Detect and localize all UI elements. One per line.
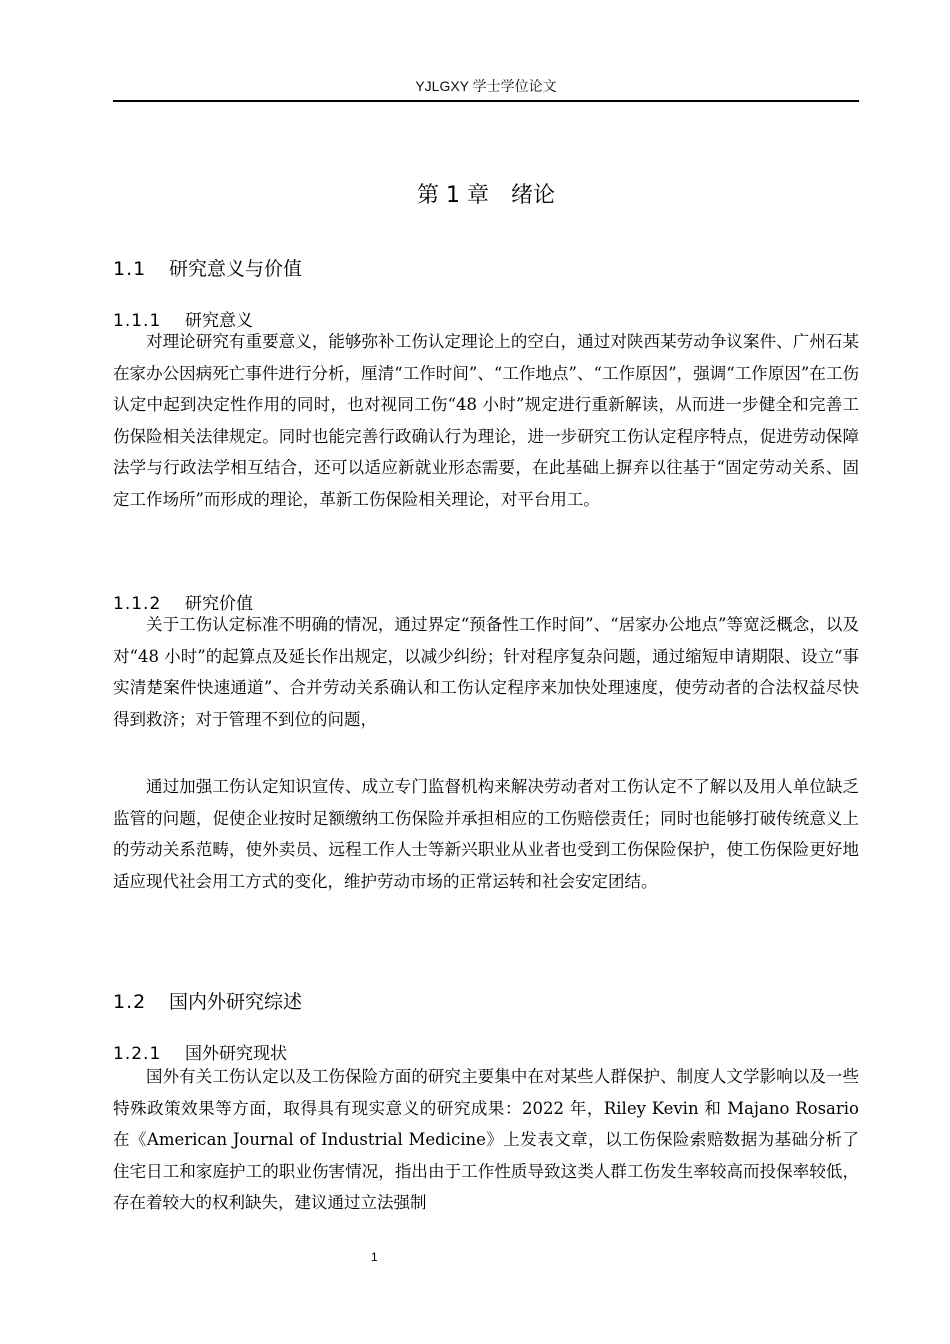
page-number: 1 <box>371 1250 378 1264</box>
paragraph-research-value-2: 通过加强工伤认定知识宣传、成立专门监督机构来解决劳动者对工伤认定不了解以及用人单位缺乏监管的问题，促使企业按时足额缴纳工伤保险并承担相应的工伤赔偿责任；同时也能够打破传统意义上的劳动关系范畴，使外卖员、远程工作人士等新兴职业从业者也受到工伤保险保护，使工伤保险更好地适应现代社会用工方式的变化，维护劳动市场的正常运转和社会安定团结。 <box>113 777 859 891</box>
subsection-title: 研究意义 <box>185 311 253 331</box>
paragraph-research-value-1: 关于工伤认定标准不明确的情况，通过界定“预备性工作时间”、“居家办公地点”等宽泛概念，以及对“48 小时”的起算点及延长作出规定，以减少纠纷；针对程序复杂问题，通过缩短申请期限、设立“事实清楚案件快速通道”、合并劳动关系确认和工伤认定程序来加快处理速度，使劳动者的合法权益尽快得到救济；对于管理不到位的问题， <box>113 615 859 729</box>
section-heading-1-2 <box>113 987 302 1014</box>
header-rule <box>113 100 859 102</box>
section-number: 1.1 <box>113 258 147 280</box>
subsection-number: 1.1.2 <box>113 594 162 614</box>
chapter-title: 第 1 章 绪论 <box>417 183 555 208</box>
paragraph-research-significance: 对理论研究有重要意义，能够弥补工伤认定理论上的空白，通过对陕西某劳动争议案件、广州石某在家办公因病死亡事件进行分析，厘清“工作时间”、“工作地点”、“工作原因”，强调“工作原因”在工伤认定中起到决定性作用的同时，也对视同工伤“48 小时”规定进行重新解读，从而进一步健全和完善工伤保险相关法律规定。同时也能完善行政确认行为理论，进一步研究工伤认定程序特点，促进劳动保障法学与行政法学相互结合，还可以适应新就业形态需要，在此基础上摒弃以往基于“固定劳动关系、固定工作场所”而形成的理论，革新工伤保险相关理论，对平台用工。 <box>113 332 859 509</box>
section-title: 国内外研究综述 <box>169 991 303 1013</box>
page-header: YJLGXY 学士学位论文 <box>415 78 557 94</box>
section-heading-1-1 <box>113 254 302 281</box>
section-number: 1.2 <box>113 991 147 1013</box>
subsection-number: 1.2.1 <box>113 1044 162 1064</box>
paragraph-foreign-research: 国外有关工伤认定以及工伤保险方面的研究主要集中在对某些人群保护、制度人文学影响以及一些特殊政策效果等方面，取得具有现实意义的研究成果：2022 年，Riley Kevin 和 Majano Rosario 在《American Journal of Industrial Medicine》上发表文章，以工伤保险索赔数据为基础分析了住宅日工和家庭护工的职业伤害情况，指出由于工作性质导致这类人群工伤发生率较高而投保率较低，存在着较大的权利缺失，建议通过立法强制 <box>113 1067 859 1212</box>
subsection-title: 国外研究现状 <box>185 1044 287 1064</box>
subsection-number: 1.1.1 <box>113 311 162 331</box>
section-title: 研究意义与价值 <box>169 258 303 280</box>
subsection-title: 研究价值 <box>185 594 253 614</box>
